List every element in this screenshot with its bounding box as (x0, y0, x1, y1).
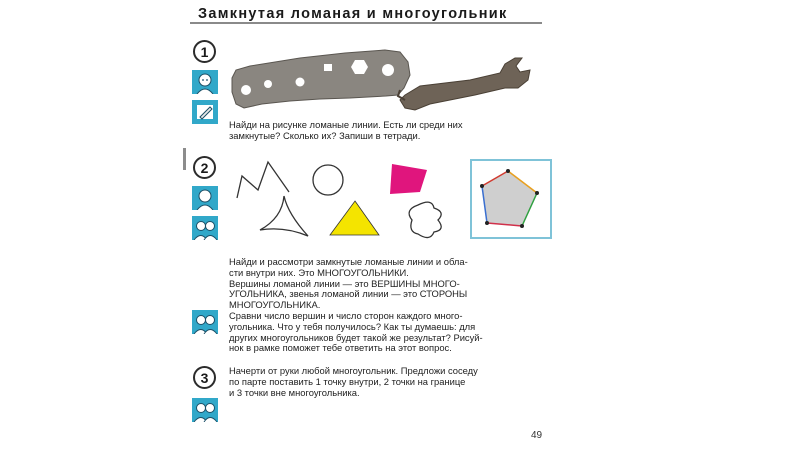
task-3-line: Начерти от руки любой многоугольник. Предложи соседу (229, 365, 478, 376)
open-polyline-shape (237, 162, 289, 198)
task-3-number: 3 (193, 366, 216, 389)
task-2-number: 2 (193, 156, 216, 179)
task-3-text (229, 366, 478, 398)
pair-icon (192, 398, 218, 422)
task-2-line: УГОЛЬНИКА, звенья ломаной линии — это СТОРОНЫ (229, 288, 468, 300)
task-1-number: 1 (193, 40, 216, 63)
task-2-line: других многоугольников будет такой же результат? Рисуй- (229, 331, 483, 343)
task-2-line: Сравни число вершин и число сторон каждого много- (229, 310, 463, 321)
task-2-text-b (229, 311, 483, 354)
task-2-line: угольника. Что у тебя получилось? Как ты думаешь: для (229, 320, 476, 332)
task-1-line: Найди на рисунке ломаные линии. Есть ли среди них (229, 119, 463, 130)
circle-shape (313, 165, 343, 195)
task-2-line: Вершины ломаной линии — это ВЕРШИНЫ МНОГО- (229, 277, 460, 289)
task-3-line: по парте поставить 1 точку внутри, 2 точки на границе (229, 375, 466, 387)
task-3-line: и 3 точки вне многоугольника. (229, 386, 360, 398)
task-1-line: замкнутые? Сколько их? Запиши в тетради. (229, 129, 421, 141)
curved-triangle-shape (260, 196, 308, 236)
page-number: 49 (531, 430, 543, 441)
curved-cross-shape (409, 202, 441, 237)
yellow-triangle-shape (330, 201, 379, 235)
task-2-line: МНОГОУГОЛЬНИКА. (229, 299, 321, 311)
task-2-line: сти внутри них. Это МНОГОУГОЛЬНИКИ. (229, 266, 409, 278)
task-2-text-a (229, 257, 468, 311)
page-title: Замкнутая ломаная и многоугольник (198, 6, 508, 22)
magenta-quadrilateral-shape (390, 164, 427, 194)
task-2-line: Найди и рассмотри замкнутые ломаные линии и обла- (229, 256, 468, 267)
task-2-line: нок в рамке поможет тебе ответить на этот вопрос. (229, 342, 452, 354)
